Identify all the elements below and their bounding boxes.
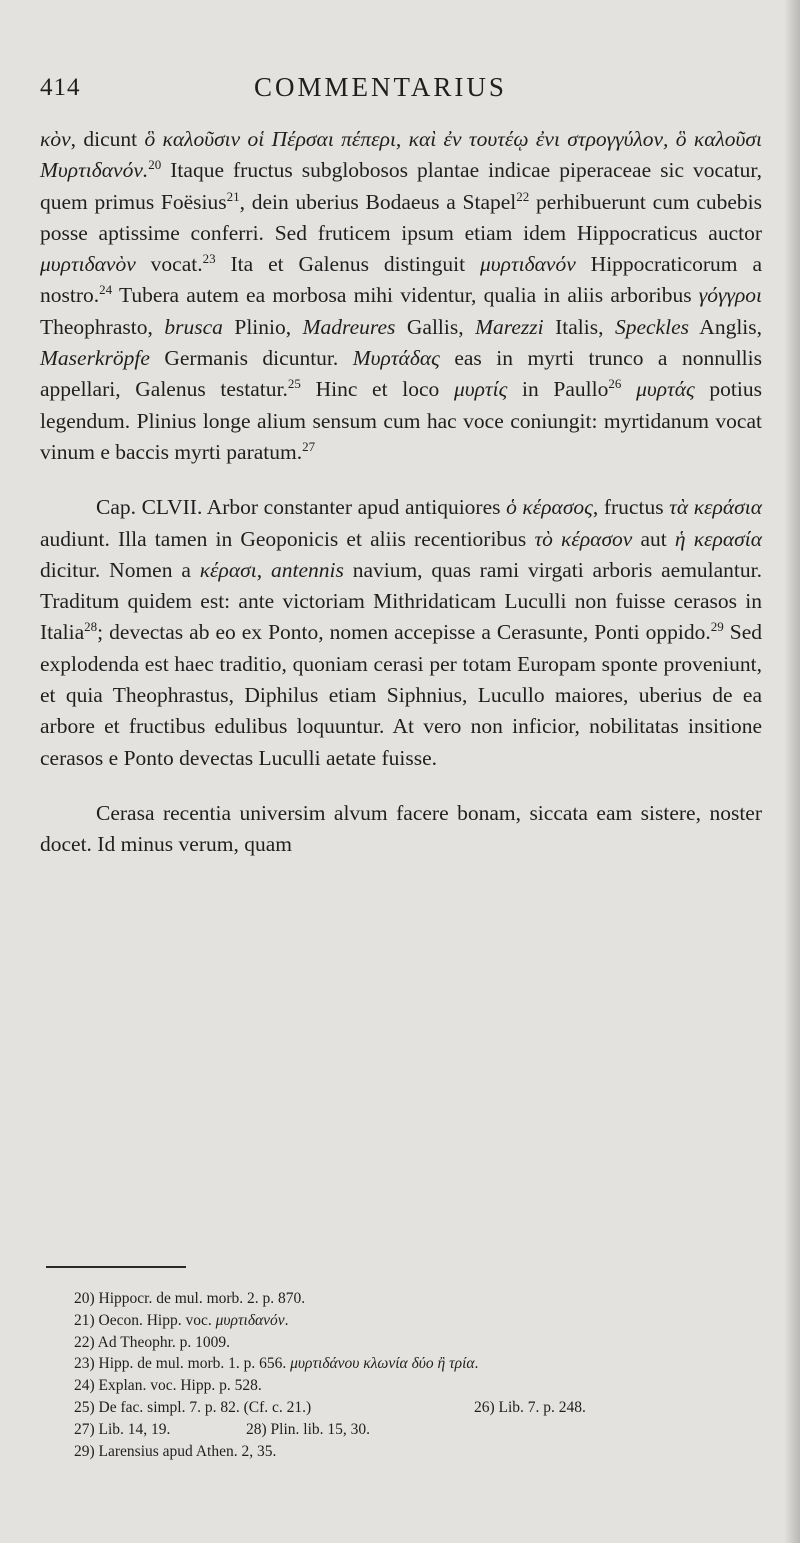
- latin-text: Cerasa recentia universim alvum facere bonam, siccata eam sistere, noster docet. Id minus verum, quam: [40, 800, 762, 857]
- footnote-29: 29) Larensius apud Athen. 2, 35.: [74, 1442, 277, 1460]
- latin-text: , fructus: [592, 495, 670, 520]
- greek-text: τὸ κέρασον: [534, 526, 633, 551]
- greek-text: μυρτίς: [453, 377, 508, 402]
- latin-text: Germanis dicuntur.: [149, 346, 353, 371]
- latin-text: eas in myrti trunco a nonnullis appellari, Galenus testatur.: [40, 346, 762, 402]
- paragraph-2: [40, 492, 762, 774]
- italic-term: Speckles: [614, 314, 689, 339]
- latin-text: vocat.: [135, 252, 203, 277]
- footnote-ref-20: 20: [148, 157, 162, 173]
- footnote-23: 23) Hipp. de mul. morb. 1. p. 656. μυρτιδάνου κλωνία δύο ἢ τρία.: [74, 1355, 479, 1373]
- footnote-26: 26) Lib. 7. p. 248.: [474, 1398, 586, 1416]
- footnote-ref-24: 24: [99, 282, 113, 298]
- footnote-ref-28: 28: [84, 619, 98, 635]
- footnote-21: 21) Oecon. Hipp. voc. μυρτιδανόν.: [74, 1311, 289, 1329]
- greek-text: μυρτιδανὸν: [40, 252, 136, 277]
- footnote-ref-21: 21: [226, 188, 240, 204]
- greek-text: τὰ κεράσια: [669, 495, 762, 520]
- latin-text: Ita et Galenus distinguit: [215, 252, 480, 277]
- footnote-24: 24) Explan. voc. Hipp. p. 528.: [74, 1377, 262, 1395]
- footnote-25: 25) De fac. simpl. 7. p. 82. (Cf. c. 21.): [74, 1398, 312, 1416]
- greek-text: μυρτιδανόν: [480, 252, 576, 277]
- footnote-20: 20) Hippocr. de mul. morb. 2. p. 870.: [74, 1290, 306, 1307]
- latin-text: aut: [632, 526, 675, 551]
- footnote-ref-23: 23: [202, 251, 216, 267]
- latin-text: Theophrasto,: [40, 314, 165, 339]
- greek-text: ὃ καλοῦσιν οἱ Πέρσαι πέπερι, καὶ ἐν τουτέῳ ἐνι στρογγύλον, ὃ καλοῦσι Μυρτιδανόν.: [40, 127, 762, 183]
- greek-text: γόγγροι: [698, 283, 762, 308]
- footnote-22: 22) Ad Theophr. p. 1009.: [74, 1333, 230, 1351]
- greek-text: κέρασι: [199, 557, 257, 582]
- italic-term: Madreures: [302, 314, 396, 339]
- latin-text: ; devectas ab eo ex Ponto, nomen accepisse a Cerasunte, Ponti oppido.: [97, 620, 711, 645]
- italic-term: Marezzi: [475, 314, 544, 339]
- running-head: [40, 70, 760, 110]
- latin-text: [621, 377, 636, 401]
- latin-text: , dicunt: [70, 127, 145, 151]
- footnote-ref-22: 22: [516, 188, 530, 204]
- latin-text: Hippocraticorum a nostro.: [40, 252, 762, 308]
- footnote-ref-25: 25: [287, 376, 301, 392]
- latin-text: perhibuerunt cum cubebis posse aptissime conferri. Sed fruticem ipsum etiam idem Hippocraticus auctor: [40, 189, 763, 245]
- latin-text: Plinio,: [222, 314, 303, 339]
- footnote-27: 27) Lib. 14, 19.: [74, 1420, 171, 1438]
- italic-term: Maserkröpfe: [40, 346, 150, 371]
- latin-text: dicitur. Nomen a: [40, 557, 200, 582]
- footnote-rule: [46, 1266, 186, 1268]
- latin-text: Sed explodenda est haec traditio, quoniam cerasi per totam Europam sponte proveniunt, et quia Theophrastus, Diphilus etiam Siphnius, Lucullo maiores, uberius de ea arbore et fructibus edulibus loquuntur. At vero non inficior, nobilitatas insitione cerasos e Ponto devectas Luculli aetate fuisse.: [40, 620, 763, 770]
- italic-term: brusca: [164, 314, 223, 339]
- latin-text: Gallis,: [395, 314, 476, 339]
- body-text: [40, 124, 762, 861]
- italic-term: antennis: [270, 557, 344, 582]
- paragraph-3: [40, 798, 762, 861]
- greek-text: ἡ κερασία: [674, 526, 762, 551]
- greek-text: Μυρτάδας: [352, 346, 440, 371]
- latin-text: Italis,: [543, 314, 615, 339]
- latin-text: Tubera autem ea morbosa mihi videntur, qualia in aliis arboribus: [112, 283, 699, 308]
- latin-text: audiunt. Illa tamen in Geoponicis et aliis recentioribus: [40, 526, 535, 551]
- footnote-27-28: [48, 1419, 760, 1441]
- latin-text: , dein uberius Bodaeus a Stapel: [239, 189, 517, 214]
- page-number: 414: [40, 74, 81, 101]
- greek-text: μυρτάς: [636, 377, 695, 402]
- latin-text: navium, quas rami virgati arboris aemulantur. Traditum quidem est: ante victoriam Mithridaticam Luculli non fuisse cerasos in Italia: [40, 557, 763, 645]
- greek-text: μυρτιδάνου κλωνία δύο ἢ τρία: [290, 1355, 475, 1373]
- greek-text: ὁ κέρασος: [506, 495, 593, 520]
- latin-text: Hinc et loco: [300, 377, 454, 402]
- latin-text: ,: [256, 557, 271, 582]
- latin-text: Itaque fructus subglobosos plantae indicae piperaceae sic vocatur, quem primus Foësius: [40, 158, 762, 214]
- footnotes: [48, 1288, 760, 1462]
- latin-text: in Paullo: [507, 377, 609, 402]
- latin-text: Anglis,: [688, 314, 763, 339]
- footnote-ref-26: 26: [608, 376, 622, 392]
- footnote-ref-27: 27: [302, 438, 316, 454]
- greek-text: κὸν: [40, 127, 71, 151]
- footnote-ref-29: 29: [710, 619, 724, 635]
- footnote-28: 28) Plin. lib. 15, 30.: [246, 1420, 371, 1438]
- running-title: COMMENTARIUS: [254, 72, 507, 102]
- page-edge-shadow: [784, 0, 800, 1543]
- latin-text: Cap. CLVII. Arbor constanter apud antiquiores: [96, 495, 507, 520]
- paragraph-1: [40, 124, 762, 468]
- greek-text: μυρτιδανόν: [215, 1311, 285, 1329]
- footnote-25-26: [48, 1397, 760, 1419]
- latin-text: potius legendum. Plinius longe alium sensum cum hac voce coniungit: myrtidanum vocat vinum e baccis myrti paratum.: [40, 377, 762, 464]
